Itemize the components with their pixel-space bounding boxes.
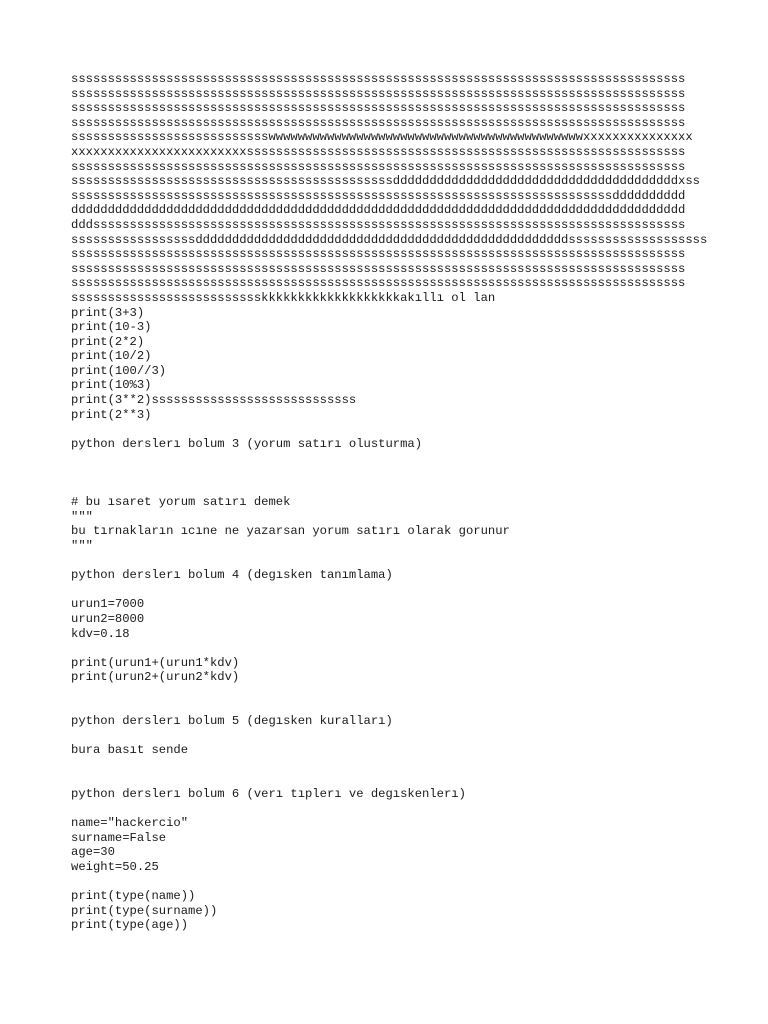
text-line: print(urun2+(urun2*kdv) (71, 670, 240, 685)
text-line: ssssssssssssssssssssssssssssssssssssssssssssssssssssssssssssssssssssssssssssssssssss (71, 247, 686, 262)
text-line: print(3+3) (71, 305, 145, 320)
text-line: print(2*2) (71, 334, 145, 349)
text-line: print(urun1+(urun1*kdv) (71, 655, 240, 670)
text-line: age=30 (71, 845, 115, 860)
text-line (71, 641, 711, 656)
text-line (71, 451, 711, 466)
text-line (71, 875, 711, 890)
text-line (71, 802, 711, 817)
text-line: python derslerı bolum 6 (verı tıplerı ve degıskenlerı) (71, 787, 466, 802)
text-line (71, 729, 711, 744)
text-line: ssssssssssssssssssssssssssssssssssssssssssssssssssssssssssssssssssssssssssdddddddddd (71, 188, 686, 203)
text-line: print(type(age)) (71, 918, 189, 933)
text-line (71, 685, 711, 700)
text-line: dddddddddddddddddddddddddddddddddddddddddddddddddddddddddddddddddddddddddddddddddddd (71, 203, 686, 218)
text-line: # bu ısaret yorum satırı demek (71, 495, 291, 510)
text-line: print(3**2)ssssssssssssssssssssssssssss (71, 393, 357, 408)
text-line: print(100//3) (71, 363, 167, 378)
text-line: print(10%3) (71, 378, 152, 393)
document-body (71, 72, 711, 933)
text-line: print(10/2) (71, 349, 152, 364)
text-line: ssssssssssssssssssssssssssswwwwwwwwwwwwwwwwwwwwwwwwwwwwwwwwwwwwwwwwwwwxxxxxxxxxxxxxxx (71, 130, 693, 145)
text-line: ssssssssssssssssssssssssssssssssssssssssssssssssssssssssssssssssssssssssssssssssssss (71, 261, 686, 276)
text-line: bura basıt sende (71, 743, 189, 758)
text-line: ssssssssssssssssssssssssssssssssssssssssssssssssssssssssssssssssssssssssssssssssssss (71, 159, 686, 174)
text-line: ssssssssssssssssssssssssssssssssssssssssssssssssssssssssssssssssssssssssssssssssssss (71, 115, 686, 130)
text-line: ssssssssssssssssssssssssssssssssssssssssssssdddddddddddddddddddddddddddddddddddddddxss (71, 174, 700, 189)
text-line: name="hackercio" (71, 816, 189, 831)
text-line: print(type(name)) (71, 889, 196, 904)
text-line: sssssssssssssssssssssssssskkkkkkkkkkkkkkkkkkkakıllı ol lan (71, 290, 496, 305)
text-line: print(2**3) (71, 407, 152, 422)
text-line: urun2=8000 (71, 611, 145, 626)
text-line: ssssssssssssssssssssssssssssssssssssssssssssssssssssssssssssssssssssssssssssssssssss (71, 276, 686, 291)
text-line: """ (71, 539, 93, 553)
text-line: print(10-3) (71, 320, 152, 335)
text-line: xxxxxxxxxxxxxxxxxxxxxxxxssssssssssssssssssssssssssssssssssssssssssssssssssssssssssss (71, 144, 686, 159)
text-line: python derslerı bolum 4 (degısken tanımlama) (71, 568, 393, 583)
text-line: ssssssssssssssssssssssssssssssssssssssssssssssssssssssssssssssssssssssssssssssssssss (71, 72, 686, 86)
text-line: kdv=0.18 (71, 626, 130, 641)
text-line: dddsssssssssssssssssssssssssssssssssssssssssssssssssssssssssssssssssssssssssssssssss (71, 217, 686, 232)
text-line (71, 583, 711, 598)
text-line (71, 422, 711, 437)
text-line: """ (71, 509, 93, 524)
text-line: surname=False (71, 830, 167, 845)
text-line: sssssssssssssssssdddddddddddddddddddddddddddddddddddddddddddddddddddsssssssssssssssssss (71, 232, 708, 247)
text-line (71, 554, 711, 569)
text-line: python derslerı bolum 5 (degısken kuralları) (71, 714, 393, 729)
text-line (71, 466, 711, 481)
text-line: print(type(surname)) (71, 903, 218, 918)
text-line: urun1=7000 (71, 597, 145, 612)
text-line (71, 758, 711, 773)
text-line (71, 773, 711, 788)
text-line (71, 481, 711, 496)
text-line: bu tırnakların ıcıne ne yazarsan yorum satırı olarak gorunur (71, 524, 510, 539)
text-line: ssssssssssssssssssssssssssssssssssssssssssssssssssssssssssssssssssssssssssssssssssss (71, 101, 686, 116)
text-line: weight=50.25 (71, 860, 159, 875)
text-line (71, 700, 711, 715)
text-line: ssssssssssssssssssssssssssssssssssssssssssssssssssssssssssssssssssssssssssssssssssss (71, 86, 686, 101)
text-line: python derslerı bolum 3 (yorum satırı olusturma) (71, 436, 423, 451)
